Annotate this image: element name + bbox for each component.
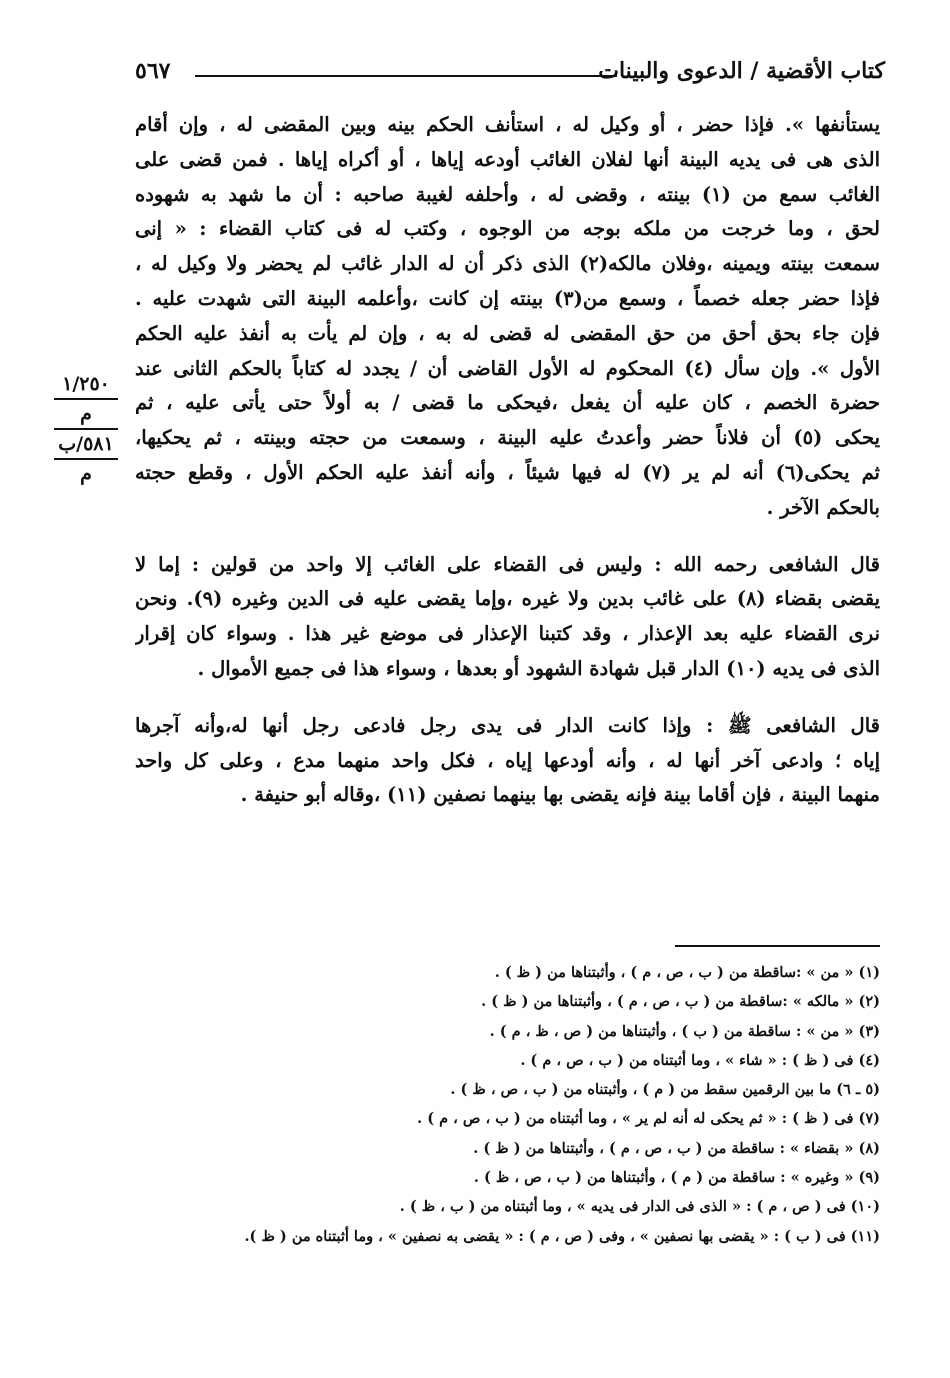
paragraph [135, 548, 880, 687]
chapter-title: كتاب الأقضية / الدعوى والبينات [598, 58, 885, 84]
footnote-separator [675, 945, 880, 947]
footnote: (٤) فى ( ظ ) : « شاء » ، وما أثبتناه من ( ب ، ص ، م ) . [520, 1051, 880, 1069]
margin-ref-bottom-sub: م [80, 463, 92, 485]
footnote: (٢) « مالكه » :ساقطة من ( ب ، ص ، م ) ، وأثبتناها من ( ظ ) . [481, 993, 880, 1011]
margin-divider [54, 428, 118, 430]
footnote: (٥ ـ ٦) ما بين الرقمين سقط من ( م ) ، وأثبتناه من ( ب ، ص ، ظ ) . [450, 1081, 880, 1099]
text-line: الأول ». وإن سأل (٤) المحكوم له الأول القاضى أن / يجدد له كتاباً بالحكم الثانى عند [135, 356, 880, 380]
footnote: (١) « من » :ساقطة من ( ب ، ص ، م ) ، وأثبتناها من ( ظ ) . [494, 964, 880, 981]
footnotes [135, 958, 880, 1251]
text-line: يحكى (٥) أن فلاناً حضر وأعدتُ عليه البينة ، وسمعت من حجته وبينته ، ثم يحكيها، [135, 426, 880, 450]
text-line: قال الشافعى ﷺ : وإذا كانت الدار فى يدى رجل فادعى رجل أنها له،وأنه آجرها [135, 713, 880, 737]
text-line: الذى فى يديه (١٠) الدار قبل شهادة الشهود أو بعدها ، وسواء هذا فى جميع الأموال . [197, 656, 880, 680]
manuscript-margin-reference [50, 372, 122, 486]
text-line: فإذا حضر جعله خصماً ، وسمع من(٣) بينته إن كانت ،وأعلمه البينة التى شهدت عليه . [135, 286, 880, 310]
paragraph [135, 108, 880, 526]
page-number: ٥٦٧ [135, 58, 171, 84]
paragraph [135, 709, 880, 813]
text-line: الغائب سمع من (١) بينته ، وقضى له ، وأحلفه لغيبة صاحبه : أن ما شهد به شهوده [135, 182, 880, 206]
text-line: ثم يحكى(٦) أنه لم ير (٧) له فيها شيئاً ، وأنه أنفذ عليه الحكم الأول ، وقطع حجته [135, 460, 880, 484]
margin-divider [54, 458, 118, 460]
text-line: منهما البينة ، فإن أقاما بينة فإنه يقضى بها بينهما نصفين (١١) ،وقاله أبو حنيفة . [240, 783, 880, 807]
text-line: يقضى بقضاء (٨) على غائب بدين ولا غيره ،وإما يقضى عليه فى الدين وغيره (٩). ونحن [135, 587, 880, 611]
text-line: قال الشافعى رحمه الله : وليس فى القضاء على الغائب إلا واحد من قولين : إما لا [135, 552, 880, 576]
header-rule [195, 75, 617, 77]
margin-divider [54, 398, 118, 400]
footnote: (٨) « بقضاء » : ساقطة من ( ب ، ص ، م ) ، وأثبتناها من ( ظ ) . [473, 1139, 880, 1157]
text-line: يستأنفها ». فإذا حضر ، أو وكيل له ، استأنف الحكم بينه وبين المقضى له ، وإن أقام [135, 113, 880, 136]
text-line: إياه ؛ وادعى آخر أنها له ، وأنه أودعها إياه ، فكل واحد منهما مدع ، وعلى كل واحد [135, 748, 880, 772]
paragraph-gap [135, 526, 880, 548]
footnote: (١١) فى ( ب ) : « يقضى بها نصفين » ، وفى ( ص ، م ) : « يقضى به نصفين » ، وما أثبتناه من ( ظ ). [244, 1227, 880, 1245]
footnote: (١٠) فى ( ص ، م ) : « الذى فى الدار فى يديه » ، وما أثبتناه من ( ب ، ظ ) . [399, 1198, 880, 1216]
running-header [135, 58, 885, 92]
text-line: لحق ، وما خرجت من ملكه بوجه من الوجوه ، وكتب له فى كتاب القضاء : « إنى [135, 217, 880, 241]
text-line: سمعت بينته ويمينه ،وفلان مالكه(٢) الذى ذكر أن له الدار غائب لم يحضر ولا وكيل له ، [135, 252, 880, 276]
footnote: (٩) « وغيره » : ساقطة من ( م ) ، وأثبتناها من ( ب ، ص ، ظ ) . [473, 1169, 880, 1187]
text-line: حضرة الخصم ، كان عليه أن يفعل ،فيحكى ما قضى / به أولاً حتى يأتى عليه ، ثم [135, 391, 880, 415]
margin-ref-top: ١/٢٥٠ [62, 373, 110, 395]
paragraph-gap [135, 687, 880, 709]
margin-ref-bottom: ٥٨١/ب [58, 433, 114, 455]
text-line: الذى هى فى يديه البينة أنها لفلان الغائب أودعه إياها ، أو أكراه إياها . فمن قضى على [135, 147, 880, 171]
text-line: بالحكم الآخر . [766, 495, 880, 519]
text-line: فإن جاء بحق أحق من حق المقضى له قضى له به ، وإن لم يأت به أنفذ عليه الحكم [135, 321, 880, 345]
main-text [135, 108, 880, 813]
text-line: نرى القضاء عليه بعد الإعذار ، وقد كتبنا الإعذار فى موضع غير هذا . وسواء كان إقرار [135, 622, 880, 646]
footnote: (٧) فى ( ظ ) : « ثم يحكى له أنه لم ير » ، وما أثبتناه من ( ب ، ص ، م ) . [417, 1110, 880, 1128]
margin-ref-top-sub: م [80, 403, 92, 425]
footnote: (٣) « من » : ساقطة من ( ب ) ، وأثبتناها من ( ص ، ظ ، م ) . [489, 1022, 880, 1040]
